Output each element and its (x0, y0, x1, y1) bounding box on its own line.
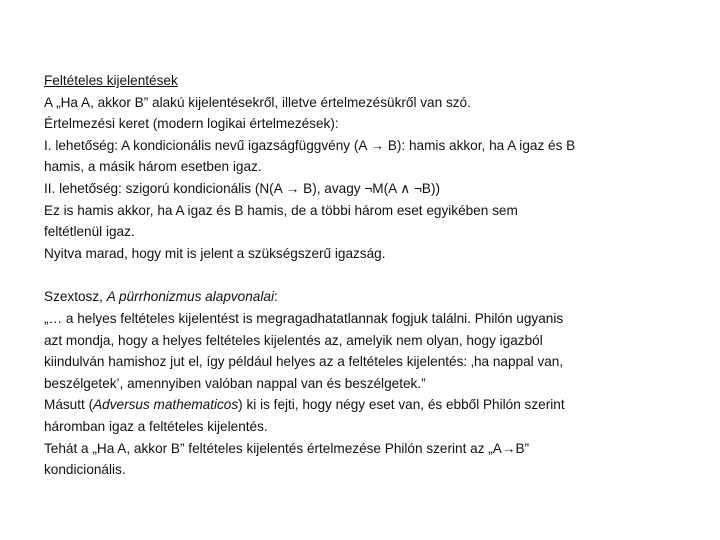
quote-line-4: beszélgetek’, amennyiben valóban nappal van és beszélgetek.” (44, 375, 426, 391)
framework-line: Értelmezési keret (modern logikai értelmezések): (44, 116, 339, 132)
conclusion-line-1: Tehát a „Ha A, akkor B” feltételes kijelentés értelmezése Philón szerint az „A→B” (44, 440, 530, 456)
strict-conditional-line-2: feltétlenül igaz. (44, 224, 135, 240)
option-one-line-1: I. lehetőség: A kondicionális nevű igazságfüggvény (A → B): hamis akkor, ha A igaz és B (44, 137, 576, 153)
sextus-intro-prefix: Szextosz, (44, 289, 107, 305)
section-title: Feltételes kijelentések (44, 73, 178, 88)
sextus-intro-suffix: : (273, 289, 278, 305)
quote-line-2: azt mondja, hogy a helyes feltételes kijelentés az, amelyik nem olyan, hogy igazból (44, 332, 543, 348)
option-one-line-2: hamis, a másik három esetben igaz. (44, 159, 262, 175)
elsewhere-prefix: Másutt ( (44, 397, 94, 413)
slide-content (44, 70, 694, 481)
sextus-work-title: A pürrhonizmus alapvonalai (106, 289, 274, 305)
elsewhere-line-1 (44, 394, 694, 416)
option-two-line: II. lehetőség: szigorú kondicionális (N(A → B), avagy ¬M(A ∧ ¬B)) (44, 180, 441, 196)
sextus-intro (44, 286, 694, 308)
paragraph-gap (44, 264, 694, 286)
intro-line: A „Ha A, akkor B” alakú kijelentésekről, illetve értelmezésükről van szó. (44, 94, 471, 110)
quote-line-3: kiindulván hamishoz jut el, így például helyes az a feltételes kijelentés: ‚ha nappal van, (44, 354, 564, 370)
elsewhere-suffix: ) ki is fejti, hogy négy eset van, és ebből Philón szerint (238, 397, 565, 413)
open-question-line: Nyitva marad, hogy mit is jelent a szükségszerű igazság. (44, 245, 386, 261)
quote-line-1: „… a helyes feltételes kijelentést is megragadhatatlannak fogjuk találni. Philón ugyanis (44, 310, 564, 326)
adversus-title: Adversus mathematicos (93, 397, 239, 413)
conclusion-line-2: kondicionális. (44, 462, 126, 478)
strict-conditional-line-1: Ez is hamis akkor, ha A igaz és B hamis, de a többi három eset egyikében sem (44, 202, 518, 218)
elsewhere-line-2: háromban igaz a feltételes kijelentés. (44, 418, 268, 434)
